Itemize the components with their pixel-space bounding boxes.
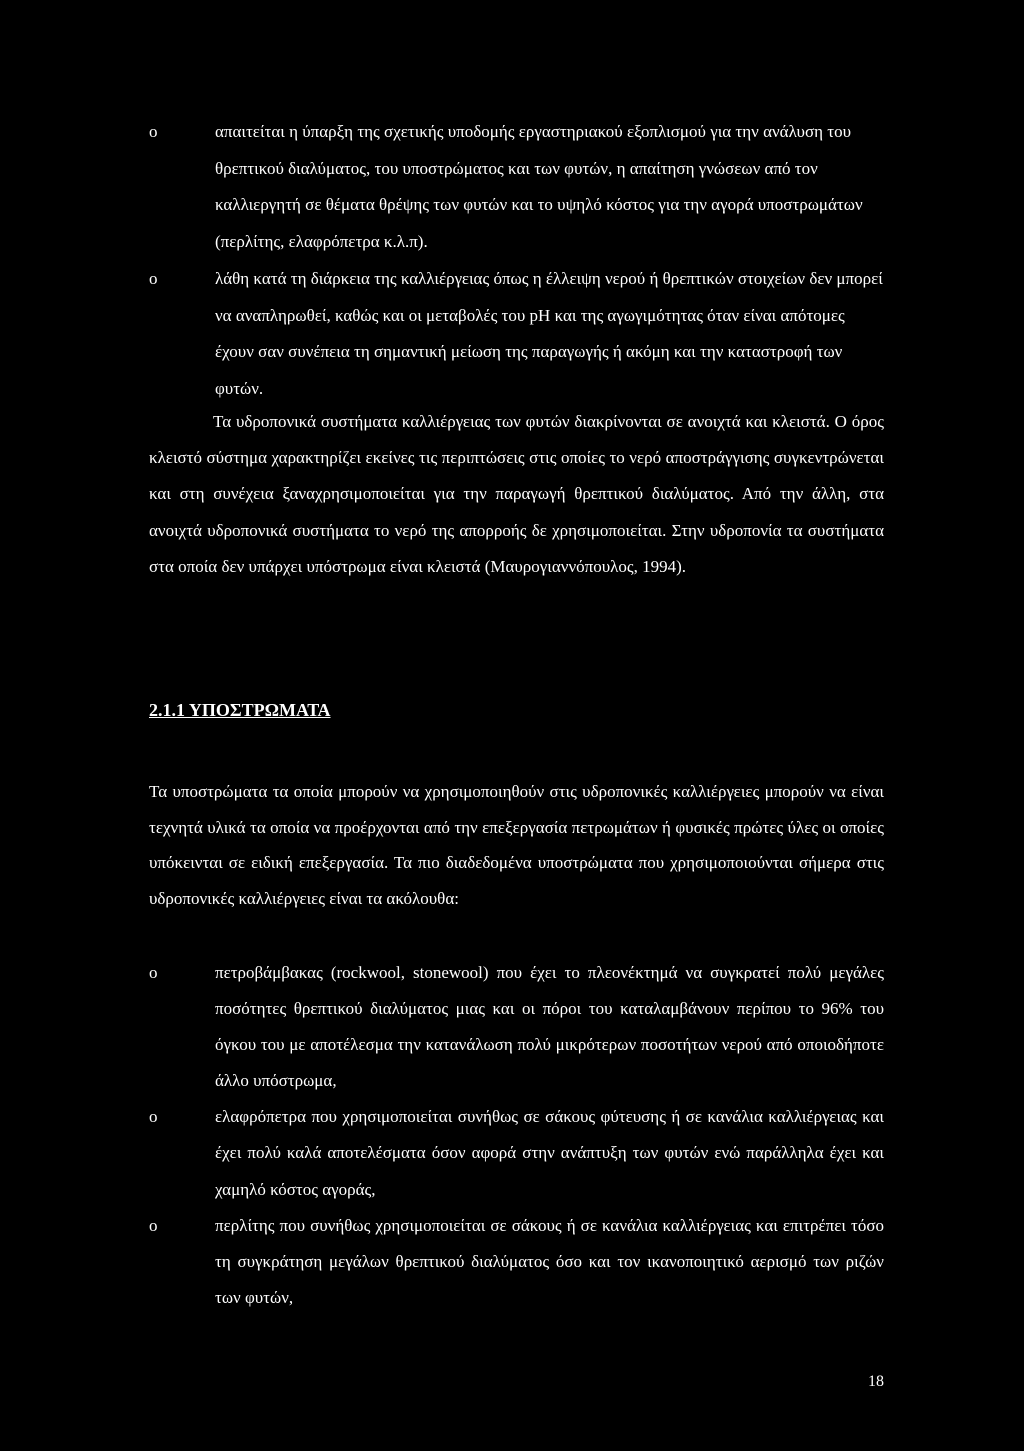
list-item: [149, 955, 884, 1099]
substrates-list: [149, 955, 884, 1316]
hydroponic-systems-paragraph: Τα υδροπονικά συστήματα καλλιέργειας των φυτών διακρίνονται σε ανοιχτά και κλειστά. Ο όρος κλειστό σύστημα χαρακτηρίζει εκείνες τις περιπτώσεις στις οποίες το νερό αποστράγγισης συγκεντρώνεται και στη συνέχεια ξαναχρησιμοποιείται για την παραγωγή θρεπτικού διαλύματος. Από την άλλη, στα ανοιχτά υδροπονικά συστήματα το νερό της απορροής δε χρησιμοποιείται. Στην υδροπονία τα συστήματα στα οποία δεν υπάρχει υπόστρωμα είναι κλειστά (Μαυρογιαννόπουλος, 1994).: [149, 412, 884, 576]
list-item-text: απαιτείται η ύπαρξη της σχετικής υποδομής εργαστηριακού εξοπλισμού για την ανάλυση του θρεπτικού διαλύματος, του υποστρώματος και των φυτών, η απαίτηση γνώσεων από τον καλλιεργητή σε θέματα θρέψης των φυτών και το υψηλό κόστος για την αγορά υποστρωμάτων (περλίτης, ελαφρόπετρα κ.λ.π).: [215, 122, 863, 252]
list-item: [149, 1208, 884, 1316]
bullet-marker: o: [149, 1107, 158, 1127]
list-item: [149, 261, 884, 408]
list-item-text: λάθη κατά τη διάρκεια της καλλιέργειας όπως η έλλειψη νερού ή θρεπτικών στοιχείων δεν μπορεί να αναπληρωθεί, καθώς και οι μεταβολές του pH και της αγωγιμότητας όταν είναι απότομες έχουν σαν συνέπεια τη σημαντική μείωση της παραγωγής ή ακόμη και την καταστροφή των φυτών.: [215, 268, 883, 398]
substrates-intro-paragraph: Τα υποστρώματα τα οποία μπορούν να χρησιμοποιηθούν στις υδροπονικές καλλιέργειες μπορούν να είναι τεχνητά υλικά τα οποία να προέρχονται από την επεξεργασία πετρωμάτων ή φυσικές πρώτες ύλες οι οποίες υπόκεινται σε ειδική επεξεργασία. Τα πιο διαδεδομένα υποστρώματα που χρησιμοποιούνται σήμερα στις υδροπονικές καλλιέργειες είναι τα ακόλουθα:: [149, 782, 884, 908]
list-item-text: πετροβάμβακας (rockwool, stonewool) που έχει το πλεονέκτημά να συγκρατεί πολύ μεγάλες ποσότητες θρεπτικού διαλύματος μιας και οι πόροι του καταλαμβάνουν περίπου το 96% του όγκου του με αποτέλεσμα την κατανάλωση πολύ μικρότερων ποσοτήτων νερού από οποιοδήποτε άλλο υπόστρωμα,: [215, 963, 884, 1091]
page-number: 18: [868, 1373, 884, 1390]
bullet-marker: o: [149, 268, 158, 288]
section-heading: 2.1.1 ΥΠΟΣΤΡΩΜΑΤΑ: [149, 700, 331, 720]
bullet-marker: o: [149, 1215, 158, 1235]
list-item-text: περλίτης που συνήθως χρησιμοποιείται σε σάκους ή σε κανάλια καλλιέργειας και επιτρέπει τόσο τη συγκράτηση μεγάλων θρεπτικού διαλύματος όσο και τον ικανοποιητικό αερισμό των ριζών των φυτών,: [215, 1215, 884, 1307]
bullet-marker: o: [149, 122, 158, 141]
disadvantages-list: [149, 114, 884, 408]
list-item-text: ελαφρόπετρα που χρησιμοποιείται συνήθως σε σάκους φύτευσης ή σε κανάλια καλλιέργειας και έχει πολύ καλά αποτελέσματα όσον αφορά στην ανάπτυξη των φυτών ενώ παράλληλα έχει και χαμηλό κόστος αγοράς,: [215, 1107, 884, 1199]
list-item: [149, 1099, 884, 1207]
list-item: [149, 114, 884, 261]
bullet-marker: o: [149, 963, 158, 982]
